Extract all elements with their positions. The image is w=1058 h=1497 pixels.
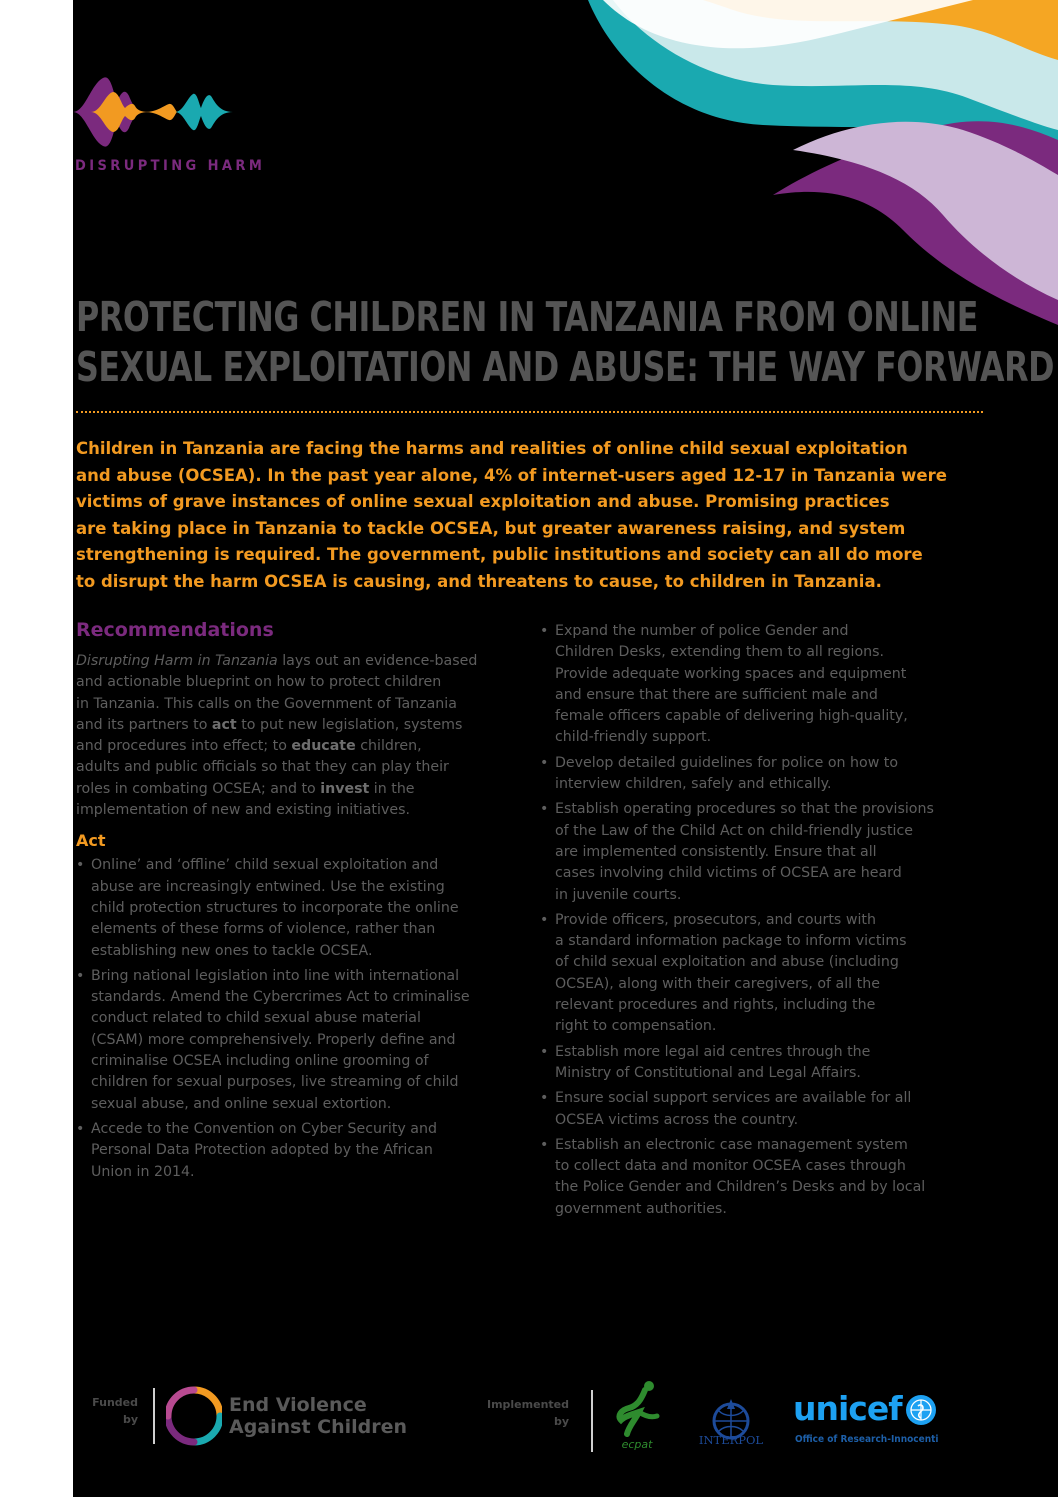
unicef-globe-icon — [903, 1392, 939, 1428]
intro-summary — [76, 436, 991, 596]
act-bullet-list — [76, 855, 522, 1182]
footer-divider — [591, 1390, 593, 1452]
keyword-act: act — [211, 716, 237, 733]
left-column — [76, 616, 522, 1187]
list-item: • Accede to the Convention on Cyber Security and Personal Data Protection adopted by the African Union in 2014. — [76, 1119, 522, 1183]
intro-line: to disrupt the harm OCSEA is causing, and threatens to cause, to children in Tanzania. — [76, 571, 882, 591]
right-bullet-list — [540, 621, 1000, 1220]
funded-by-label: Funded by — [92, 1396, 138, 1426]
list-item: • Provide officers, prosecutors, and courts with a standard information package to inform victims of child sexual exploitation and abuse (including OCSEA), along with their caregivers, of all the relevant procedures and rights, including the right to compensation. — [540, 910, 1000, 1038]
recommendations-paragraph: Disrupting Harm in Tanzania lays out an evidence-based and actionable blueprint on how to protect children in Tanzania. This calls on the Government of Tanzania and its partners to act to put new legislation, systems and procedures into effect; to educate children, adults and public officials so that they can play their roles in combating OCSEA; and to invest in the implementation of new and existing initiatives. — [76, 653, 478, 819]
intro-line: and abuse (OCSEA). In the past year alone, 4% of internet-users aged 12-17 in Tanzania were — [76, 465, 947, 485]
intro-line: Children in Tanzania are facing the harms and realities of online child sexual exploitation — [76, 439, 908, 458]
list-item: • Bring national legislation into line with international standards. Amend the Cybercrimes Act to criminalise conduct related to child sexual abuse material (CSAM) more comprehensively. Properly define and criminalise OCSEA including online grooming of children for sexual purposes, live streaming of child sexual abuse, and online sexual extortion. — [76, 966, 522, 1115]
unicef-wordmark: unicef — [793, 1389, 902, 1428]
list-item: • Online’ and ‘offline’ child sexual exploitation and abuse are increasingly entwined. Use the existing child protection structures to incorporate the online elements of these forms of violence, rather than establishing new ones to tackle OCSEA. — [76, 855, 522, 961]
right-column — [540, 621, 1000, 1224]
list-item: • Establish an electronic case management system to collect data and monitor OCSEA cases through the Police Gender and Children’s Desks and by local government authorities. — [540, 1135, 1000, 1220]
title-line: PROTECTING CHILDREN IN TANZANIA FROM ONLINE — [76, 293, 978, 341]
recommendations-heading: Recommendations — [76, 619, 274, 641]
implemented-by-label: Implemented by — [486, 1398, 569, 1428]
list-item: • Ensure social support services are available for all OCSEA victims across the country. — [540, 1088, 1000, 1131]
page-title — [76, 292, 1054, 392]
keyword-invest: invest — [320, 780, 370, 797]
footer-divider — [153, 1388, 155, 1444]
end-violence-logo-icon — [166, 1386, 222, 1446]
document-page — [73, 0, 1058, 1497]
soundwave-logo-icon — [73, 72, 238, 152]
list-item: • Develop detailed guidelines for police on how to interview children, safely and ethically. — [540, 753, 1000, 796]
list-item: • Establish operating procedures so that the provisions of the Law of the Child Act on child-friendly justice are implemented consistently. Ensure that all cases involving child victims of OCSEA are heard in juvenile courts. — [540, 799, 1000, 905]
end-violence-wordmark: End Violence Against Children — [229, 1394, 408, 1438]
interpol-wordmark: INTERPOL — [698, 1433, 764, 1447]
list-item: • Expand the number of police Gender and Children Desks, extending them to all regions. Provide adequate working spaces and equipment and ensure that there are sufficient male and female officers capable of delivering high-quality, child-friendly support. — [540, 621, 1000, 749]
ecpat-logo-icon — [611, 1378, 663, 1450]
intro-line: victims of grave instances of online sexual exploitation and abuse. Promising practices — [76, 492, 890, 512]
ecpat-text: ecpat — [621, 1438, 653, 1450]
intro-line: are taking place in Tanzania to tackle OCSEA, but greater awareness raising, and system — [76, 518, 906, 538]
report-title-italic: Disrupting Harm in Tanzania — [76, 653, 278, 669]
list-item: • Establish more legal aid centres through the Ministry of Constitutional and Legal Affairs. — [540, 1042, 1000, 1085]
keyword-educate: educate — [291, 738, 356, 755]
dotted-divider — [76, 411, 983, 413]
logo-wordmark: DISRUPTING HARM — [75, 158, 266, 174]
title-line: SEXUAL EXPLOITATION AND ABUSE: THE WAY FORWARD — [76, 343, 1054, 391]
intro-line: strengthening is required. The government, public institutions and society can all do more — [76, 545, 923, 565]
footer-logos — [73, 1378, 1058, 1458]
act-heading: Act — [76, 831, 106, 851]
unicef-office-label: Office of Research-Innocenti — [795, 1434, 939, 1445]
